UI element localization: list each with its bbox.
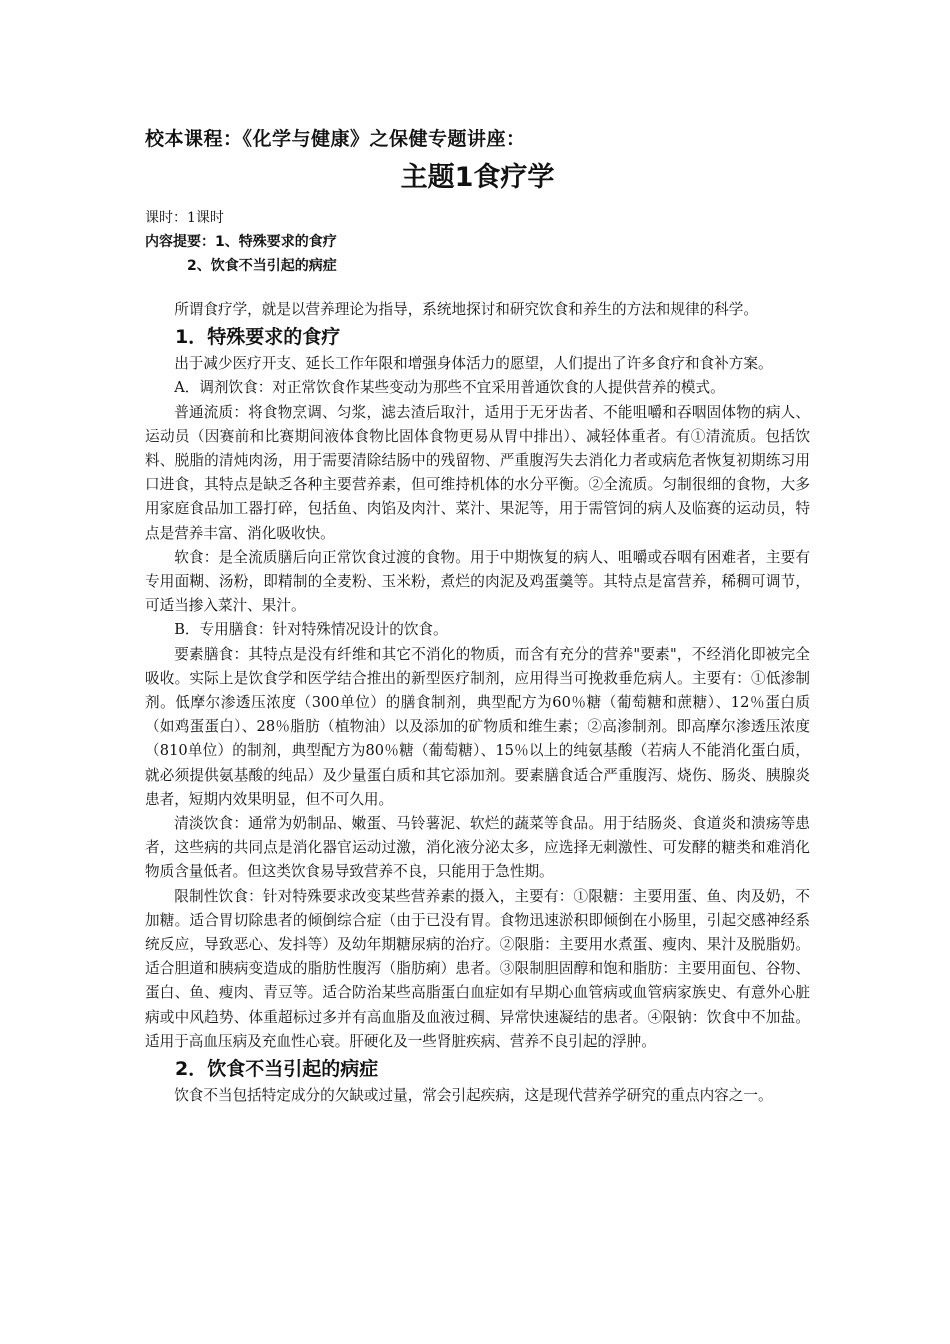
section-1-paragraph: 软食：是全流质膳后向正常饮食过渡的食物。用于中期恢复的病人、咀嚼或吞咽有困难者，主要有专用面糊、汤粉，即精制的全麦粉、玉米粉，煮烂的肉泥及鸡蛋羹等。其特点是富营养，稀稠可调节，可适当掺入菜汁、果汁。 bbox=[145, 548, 810, 615]
section-1-paragraph: 限制性饮食：针对特殊要求改变某些营养素的摄入，主要有：①限糖：主要用蛋、鱼、肉及奶，不加糖。适合胃切除患者的倾倒综合症（由于已没有胃。食物迅速淤积即倾倒在小肠里，引起交感神经系统反应，导致恶心、发抖等）及幼年期糖尿病的治疗。②限脂：主要用水煮蛋、瘦肉、果汁及脱脂奶。适合胆道和胰病变造成的脂肪性腹泻（脂肪痢）患者。③限制胆固醇和饱和脂肪：主要用面包、谷物、蛋白、鱼、瘦肉、青豆等。适合防治某些高脂蛋白血症如有早期心血管病或血管病家族史、有意外心脏病或中风趋势、体重超标过多并有高血脂及血液过稠、异常快速凝结的患者。④限钠：饮食中不加盐。适用于高血压病及充血性心衰。肝硬化及一些肾脏疾病、营养不良引起的浮肿。 bbox=[145, 887, 810, 1050]
section-1-heading: 1．特殊要求的食疗 bbox=[175, 326, 341, 349]
section-1-paragraph: 出于减少医疗开支、延长工作年限和增强身体活力的愿望，人们提出了许多食疗和食补方案。 bbox=[174, 355, 773, 373]
section-1-paragraph: 清淡饮食：通常为奶制品、嫩蛋、马铃薯泥、软烂的蔬菜等食品。用于结肠炎、食道炎和溃疡等患者，这些病的共同点是消化器官运动过激，消化液分泌太多，应选择无刺激性、可发酵的糖类和难消化物质含量低者。但这类饮食易导致营养不良，只能用于急性期。 bbox=[145, 815, 810, 881]
section-2-paragraph: 饮食不当包括特定成分的欠缺或过量，常会引起疾病，这是现代营养学研究的重点内容之一。 bbox=[174, 1087, 773, 1105]
document-page bbox=[145, 124, 810, 1108]
intro-paragraph: 所谓食疗学，就是以营养理论为指导，系统地探讨和研究饮食和养生的方法和规律的科学。 bbox=[174, 301, 758, 318]
main-title: 主题1食疗学 bbox=[400, 162, 555, 193]
section-1-paragraph: 普通流质：将食物烹调、匀浆，滤去渣后取汁，适用于无牙齿者、不能咀嚼和吞咽固体物的病人、运动员（因赛前和比赛期间液体食物比固体食物更易从胃中排出）、减轻体重者。有①清流质。包括饮料、脱脂的清炖肉汤，用于需要清除结肠中的残留物、严重腹泻失去消化力者或病危者恢复初期练习用口进食，其特点是缺乏各种主要营养素，但可维持机体的水分平衡。②全流质。匀制很细的食物，大多用家庭食品加工器打碎，包括鱼、肉馅及肉汁、菜汁、果泥等，用于需管饲的病人及临赛的运动员，特点是营养丰富、消化吸收快。 bbox=[145, 403, 810, 542]
section-1-paragraph: B．专用膳食：针对特殊情况设计的饮食。 bbox=[174, 621, 448, 639]
course-title: 校本课程：《化学与健康》之保健专题讲座： bbox=[145, 128, 526, 150]
section-2-heading: 2．饮食不当引起的病症 bbox=[175, 1058, 379, 1081]
class-hours: 课时：1课时 bbox=[145, 210, 224, 226]
outline-item-1: 内容提要：1、特殊要求的食疗 bbox=[145, 234, 337, 250]
outline-item-2: 2、饮食不当引起的病症 bbox=[187, 258, 337, 274]
section-1-paragraph: A．调剂饮食：对正常饮食作某些变动为那些不宜采用普通饮食的人提供营养的模式。 bbox=[174, 379, 725, 397]
section-1-paragraph: 要素膳食：其特点是没有纤维和其它不消化的物质，而含有充分的营养"要素"，不经消化即被完全吸收。实际上是饮食学和医学结合推出的新型医疗制剂，应用得当可挽救垂危病人。主要有：①低渗制剂。低摩尔渗透压浓度（300单位）的膳食制剂，典型配方为60％糖（葡萄糖和蔗糖）、12％蛋白质（如鸡蛋蛋白）、28％脂肪（植物油）以及添加的矿物质和维生素；②高渗制剂。即高摩尔渗透压浓度（810单位）的制剂，典型配方为80％糖（葡萄糖）、15％以上的纯氨基酸（若病人不能消化蛋白质，就必须提供氨基酸的纯品）及少量蛋白质和其它添加剂。要素膳食适合严重腹泻、烧伤、肠炎、胰腺炎患者，短期内效果明显，但不可久用。 bbox=[145, 645, 810, 808]
